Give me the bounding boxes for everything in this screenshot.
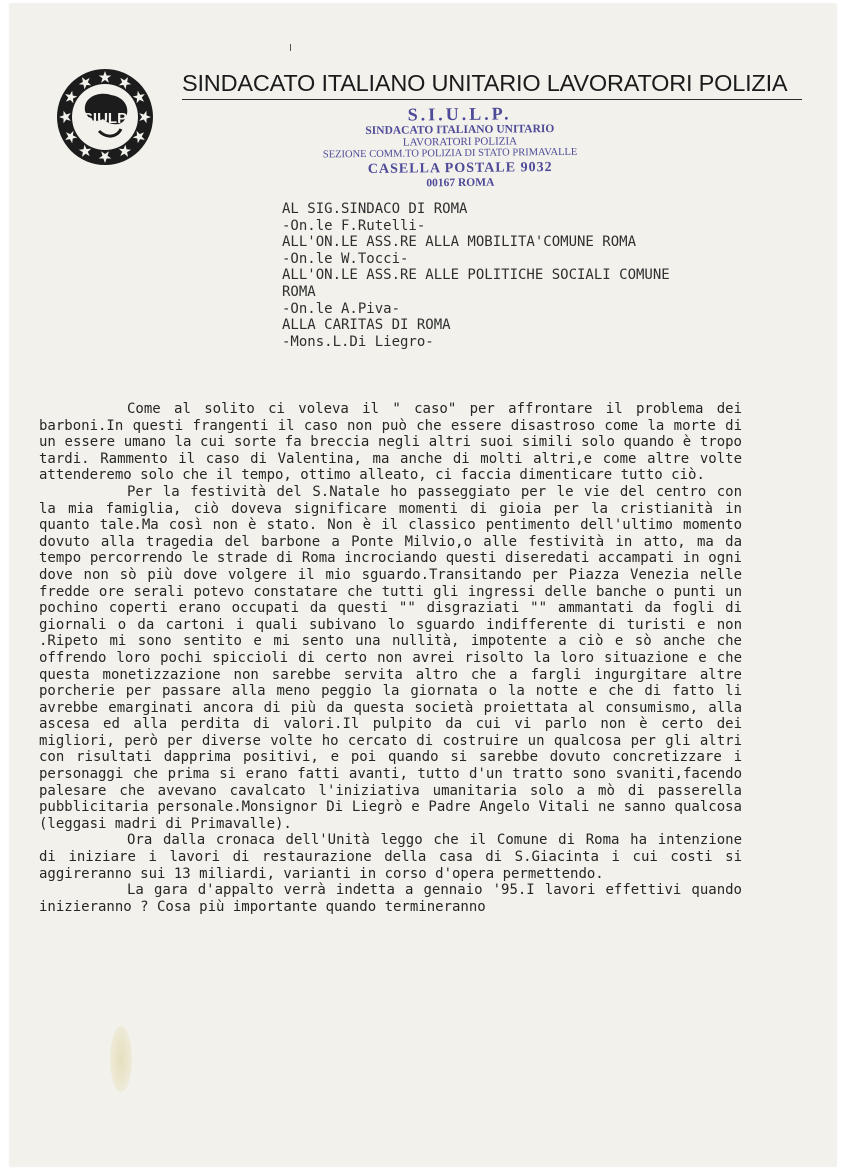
addressee-line: -On.le W.Tocci- <box>282 250 409 267</box>
body-paragraph: Come al solito ci voleva il " caso" per affrontare il problema dei barboni.In questi frangenti il caso non può che essere disastroso come la morte di un essere umano la cui sorte fa breccia negli altri suoi simili solo quando è tropo tardi. Rammento il caso di Valentina, ma anche di molti altri,e come altre volte attenderemo solo che il tempo, ottimo alleato, ci faccia dimenticare tutto ciò. <box>39 401 742 484</box>
body-paragraph: Ora dalla cronaca dell'Unità leggo che il Comune di Roma ha intenzione di iniziare i lavori di restaurazione della casa di S.Giacinta i cui costi si aggireranno sui 13 miliardi, varianti in corso d'opera permettendo. <box>39 832 742 882</box>
addressee-line: ROMA <box>282 283 316 300</box>
union-stamp <box>310 102 611 191</box>
body-paragraph: La gara d'appalto verrà indetta a gennaio '95.I lavori effettivi quando inizieranno ? Cosa più importante quando termineranno <box>39 882 742 915</box>
stamp-line: SINDACATO ITALIANO UNITARIO <box>365 123 555 137</box>
addressee-line: ALL'ON.LE ASS.RE ALLA MOBILITA'COMUNE ROMA <box>282 234 637 251</box>
siulp-logo <box>55 67 155 167</box>
stamp-po-box: CASELLA POSTALE 9032 <box>367 160 553 177</box>
letter-page <box>10 4 836 1166</box>
paper-stain <box>110 1026 132 1092</box>
addressee-line: ALL'ON.LE ASS.RE ALLE POLITICHE SOCIALI COMUNE <box>282 267 670 284</box>
addressee-line: AL SIG.SINDACO DI ROMA <box>282 201 468 217</box>
org-title: SINDACATO ITALIANO UNITARIO LAVORATORI POLIZIA <box>182 70 788 96</box>
addressee-line: -Mons.L.Di Liegro- <box>282 333 434 350</box>
body-paragraph: Per la festività del S.Natale ho passeggiato per le vie del centro con la mia famiglia, ciò doveva significare momenti di gioia per la cristianità in quanto tale.Ma così non è stato. Non è il classico pentimento dell'ultimo momento dovuto alla tragedia del barbone a Ponte Milvio,o alle festività in atto, ma da tempo percorrendo le strade di Roma incrociando questi diseredati accampati in ogni dove non sò più dove volgere il mio sguardo.Transitando per Piazza Venezia nelle fredde ore serali potevo constatare che tutti gli ingressi delle banche o punti un pochino coperti erano occupati da questi "" disgraziati "" ammantati da fogli di giornali o da cartoni i quali subivano lo sguardo indifferente di turisti e non .Ripeto mi sono sentito e mi sento una nullità, impotente a ciò e sò anche che offrendo loro pochi spiccioli di certo non avrei risolto la loro situazione e che questa monetizzazione non sarebbe servita altro che a fargli ingurgitare altre porcherie per passare alla meno peggio la giornata o la notte e che di fatto li avrebbe emarginati ancora di più da questa società proiettata al consumismo, alla ascesa ed alla perdita di valori.Il pulpito da cui vi parlo non è certo dei migliori, però per diverse volte ho cercato di costruire un qualcosa per gli altri con risultati dapprima positivi, e poi quando si sarebbe dovuto concretizzare i personaggi che prima si erano fatti avanti, tutto d'un tratto sono svaniti,facendo palesare che avevano cavalcato l'iniziativa umanitaria solo a mò di passerella pubblicitaria personale.Monsignor Di Liegrò e Padre Angelo Vitali ne sanno qualcosa (leggasi madri di Primavalle). <box>39 483 742 832</box>
addressee-line: ALLA CARITAS DI ROMA <box>282 317 451 334</box>
svg-text:SIULP: SIULP <box>82 110 128 127</box>
title-underline <box>182 99 802 100</box>
stamp-line: LAVORATORI POLIZIA <box>402 135 518 149</box>
letter-body <box>39 401 742 915</box>
addressee-line: -On.le A.Piva- <box>282 300 401 317</box>
stamp-postcode: 00167 ROMA <box>426 176 495 190</box>
stamp-line: SEZIONE COMM.TO POLIZIA DI STATO PRIMAVALLE <box>322 146 578 161</box>
addressee-line: -On.le F.Rutelli- <box>282 217 426 234</box>
stamp-acronym: S.I.U.L.P. <box>407 103 512 125</box>
punch-mark <box>290 44 291 51</box>
addressee-block <box>282 201 762 350</box>
